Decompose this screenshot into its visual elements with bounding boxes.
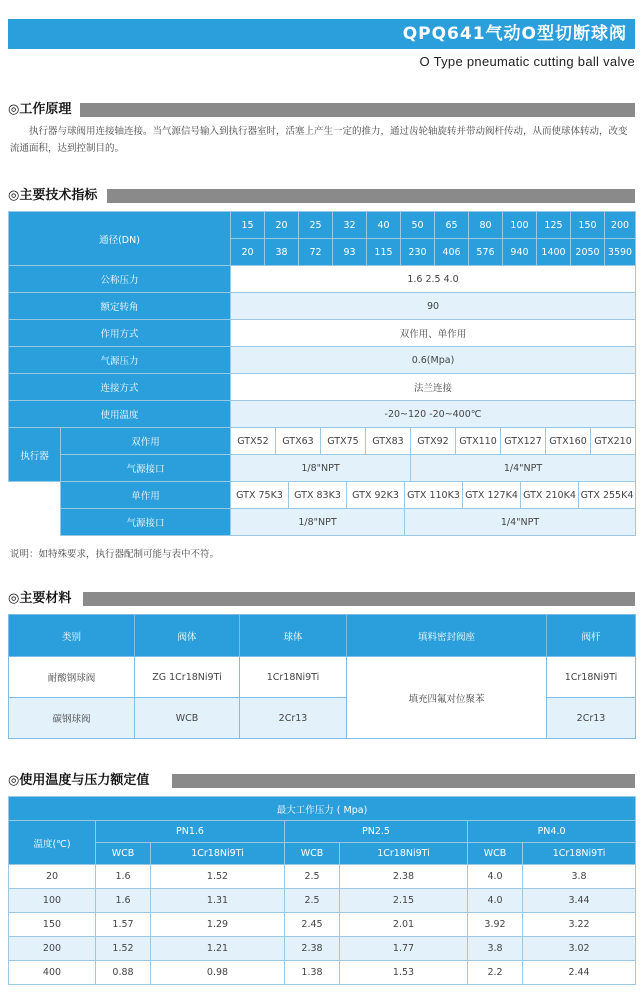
section-principle-header [8, 101, 635, 119]
spec-value: 90 [231, 293, 636, 320]
pressure-cell: 0.98 [151, 961, 285, 985]
sub-header: WCB [285, 843, 340, 865]
section-specs-header [8, 187, 635, 205]
mat-cell: WCB [135, 698, 240, 739]
dn-cell: 150 [571, 212, 605, 239]
pressure-cell: 2.01 [340, 913, 468, 937]
pressure-cell: 1.57 [96, 913, 151, 937]
kv-cell: 115 [367, 239, 401, 266]
model-cell: GTX127 [501, 428, 546, 455]
spec-label: 连接方式 [9, 374, 231, 401]
kv-cell: 3590 [605, 239, 636, 266]
pressure-cell: 1.38 [285, 961, 340, 985]
spec-value: 法兰连接 [231, 374, 636, 401]
page-subtitle: O Type pneumatic cutting ball valve [419, 54, 635, 69]
dn-cell: 25 [299, 212, 333, 239]
section-title: ◎主要材料 [8, 590, 75, 608]
pressure-cell: 4.0 [468, 865, 523, 889]
mat-header: 类别 [9, 615, 135, 657]
model-cell: GTX110 [456, 428, 501, 455]
pressure-cell: 3.8 [468, 937, 523, 961]
pressure-cell: 4.0 [468, 889, 523, 913]
pressure-top-header: 最大工作压力 ( Mpa) [9, 797, 636, 821]
kv-cell: 406 [435, 239, 469, 266]
mat-seal-cell: 填充四氟对位聚苯 [347, 657, 547, 739]
mat-cell: ZG 1Cr18Ni9Ti [135, 657, 240, 698]
mat-cell: 碳钢球阀 [9, 698, 135, 739]
pressure-cell: 3.44 [523, 889, 636, 913]
dn-cell: 15 [231, 212, 265, 239]
pressure-cell: 100 [9, 889, 96, 913]
specs-table [8, 211, 636, 428]
pressure-cell: 3.22 [523, 913, 636, 937]
model-cell: GTX 83K3 [289, 482, 347, 509]
model-cell: GTX 255K4 [579, 482, 636, 509]
pressure-cell: 1.6 [96, 865, 151, 889]
dn-cell: 80 [469, 212, 503, 239]
pressure-cell: 2.2 [468, 961, 523, 985]
spec-label: 额定转角 [9, 293, 231, 320]
pressure-cell: 0.88 [96, 961, 151, 985]
port-value: 1/8"NPT [231, 509, 405, 536]
model-cell: GTX 127K4 [463, 482, 521, 509]
sub-header: 1Cr18Ni9Ti [151, 843, 285, 865]
mat-header: 阀杆 [547, 615, 636, 657]
model-cell: GTX 110K3 [405, 482, 463, 509]
spec-label: 公称压力 [9, 266, 231, 293]
model-cell: GTX83 [366, 428, 411, 455]
actuator-table [8, 427, 636, 482]
dn-cell: 65 [435, 212, 469, 239]
pn-group: PN2.5 [285, 821, 468, 843]
kv-cell: 576 [469, 239, 503, 266]
page-title: QPQ641气动O型切断球阀 [8, 19, 635, 49]
actuator-single-table [60, 481, 636, 536]
dn-cell: 20 [265, 212, 299, 239]
spec-label: 气源压力 [9, 347, 231, 374]
pressure-cell: 1.53 [340, 961, 468, 985]
section-bar [107, 189, 635, 203]
model-cell: GTX160 [546, 428, 591, 455]
kv-cell: 1400 [537, 239, 571, 266]
dn-cell: 40 [367, 212, 401, 239]
section-title: ◎主要技术指标 [8, 187, 101, 205]
section-title: ◎工作原理 [8, 101, 75, 119]
section-pressure-header [8, 772, 635, 790]
actuator-label: 执行器 [9, 428, 61, 482]
model-cell: GTX210 [591, 428, 636, 455]
pressure-cell: 3.8 [523, 865, 636, 889]
kv-cell: 940 [503, 239, 537, 266]
model-cell: GTX52 [231, 428, 276, 455]
mat-header: 球体 [240, 615, 347, 657]
dn-cell: 200 [605, 212, 636, 239]
kv-cell: 230 [401, 239, 435, 266]
pressure-cell: 2.38 [340, 865, 468, 889]
pressure-cell: 1.52 [151, 865, 285, 889]
materials-table [8, 614, 636, 739]
model-cell: GTX 75K3 [231, 482, 289, 509]
kv-cell: 2050 [571, 239, 605, 266]
mat-cell: 2Cr13 [240, 698, 347, 739]
section-title: ◎使用温度与压力额定值 [8, 772, 153, 790]
pressure-cell: 20 [9, 865, 96, 889]
spec-value: -20~120 -20~400℃ [231, 401, 636, 428]
section-materials-header [8, 590, 635, 608]
pressure-cell: 2.38 [285, 937, 340, 961]
pressure-cell: 3.92 [468, 913, 523, 937]
pressure-cell: 2.15 [340, 889, 468, 913]
pressure-cell: 1.6 [96, 889, 151, 913]
principle-text: 执行器与球阀用连接轴连接。当气源信号输入到执行器室时，活塞上产生一定的推力，通过齿轮轴旋转并带动阀杆传动，从而使球体转动，改变流通面积，达到控制目的。 [10, 126, 628, 154]
single-acting-label: 单作用 [61, 482, 231, 509]
specs-note: 说明：如特殊要求，执行器配制可能与表中不符。 [10, 549, 220, 560]
double-acting-label: 双作用 [61, 428, 231, 455]
air-port-label: 气源接口 [61, 455, 231, 482]
pressure-cell: 400 [9, 961, 96, 985]
model-cell: GTX 92K3 [347, 482, 405, 509]
model-cell: GTX 210K4 [521, 482, 579, 509]
port-value: 1/4"NPT [411, 455, 636, 482]
pressure-cell: 2.5 [285, 865, 340, 889]
pressure-cell: 1.21 [151, 937, 285, 961]
pn-group: PN4.0 [468, 821, 636, 843]
dn-cell: 125 [537, 212, 571, 239]
mat-header: 阀体 [135, 615, 240, 657]
pressure-cell: 1.29 [151, 913, 285, 937]
mat-cell: 1Cr18Ni9Ti [240, 657, 347, 698]
pn-group: PN1.6 [96, 821, 285, 843]
pressure-cell: 2.44 [523, 961, 636, 985]
kv-cell: 20 [231, 239, 265, 266]
pressure-cell: 1.31 [151, 889, 285, 913]
mat-header: 填料密封阀座 [347, 615, 547, 657]
pressure-cell: 150 [9, 913, 96, 937]
air-port-label: 气源接口 [61, 509, 231, 536]
model-cell: GTX92 [411, 428, 456, 455]
pressure-cell: 3.02 [523, 937, 636, 961]
mat-cell: 2Cr13 [547, 698, 636, 739]
dn-label: 通径(DN) [9, 212, 231, 266]
dn-cell: 100 [503, 212, 537, 239]
spec-value: 1.6 2.5 4.0 [231, 266, 636, 293]
temp-label: 温度(℃) [9, 821, 96, 865]
spec-value: 0.6(Mpa) [231, 347, 636, 374]
kv-cell: 93 [333, 239, 367, 266]
spec-label: 作用方式 [9, 320, 231, 347]
model-cell: GTX63 [276, 428, 321, 455]
mat-cell: 耐酸钢球阀 [9, 657, 135, 698]
sub-header: WCB [468, 843, 523, 865]
dn-cell: 50 [401, 212, 435, 239]
kv-cell: 38 [265, 239, 299, 266]
pressure-cell: 2.45 [285, 913, 340, 937]
section-bar [80, 103, 635, 117]
section-bar [83, 592, 635, 606]
kv-cell: 72 [299, 239, 333, 266]
section-bar [172, 774, 635, 788]
pressure-cell: 2.5 [285, 889, 340, 913]
spec-label: 使用温度 [9, 401, 231, 428]
model-cell: GTX75 [321, 428, 366, 455]
mat-cell: 1Cr18Ni9Ti [547, 657, 636, 698]
spec-value: 双作用、单作用 [231, 320, 636, 347]
port-value: 1/4"NPT [405, 509, 636, 536]
pressure-table [8, 796, 636, 985]
port-value: 1/8"NPT [231, 455, 411, 482]
sub-header: WCB [96, 843, 151, 865]
sub-header: 1Cr18Ni9Ti [340, 843, 468, 865]
pressure-cell: 200 [9, 937, 96, 961]
sub-header: 1Cr18Ni9Ti [523, 843, 636, 865]
pressure-cell: 1.52 [96, 937, 151, 961]
dn-cell: 32 [333, 212, 367, 239]
pressure-cell: 1.77 [340, 937, 468, 961]
